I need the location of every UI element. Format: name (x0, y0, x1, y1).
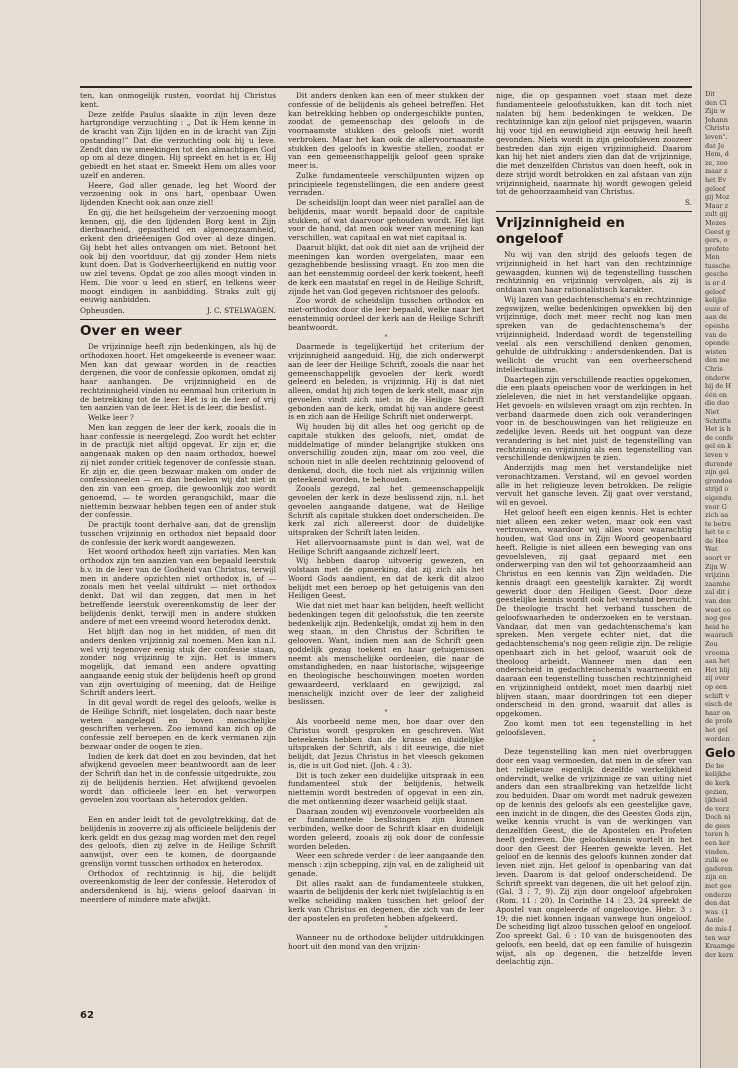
paragraph: Wij hebben daarop uitvoerig gewezen, en volstaan met de opmerking, dat zij zich als het Woord Gods aandient, en dat de kerk dit alzoo belijdt met een beroep op het getuigenis van den Heiligen Geest. (288, 556, 484, 601)
edge-line: van de (705, 330, 727, 339)
paragraph: ten, kan onmogelijk rusten, voordat hij Christus kent. (80, 92, 276, 109)
article-heading-over-en-weer: Over en weer (80, 319, 276, 339)
edge-line: Maar z (705, 201, 729, 210)
edge-line: nog gee (705, 614, 732, 623)
edge-line: vinden. (705, 847, 730, 856)
edge-line: voor G (705, 502, 727, 511)
edge-line: durende (705, 459, 733, 468)
edge-line: het Ev (705, 175, 727, 184)
edge-line: toren h (705, 830, 729, 839)
edge-line: profete (705, 244, 729, 253)
edge-line: haar on (705, 708, 731, 717)
paragraph: Als voorbeeld neme men, hoe daar over den Christus wordt gesproken en geschreven. Wat beteekenis hebben dan de krasse en duidelijke uitspraken der Schrift, als : dit eeuwige, die niet belijdt, dat Jezus Christus in het vleesch gekomen is, die is uit God niet. (Joh. 4 : 3). (288, 717, 484, 770)
paragraph: Wij lazen van gedachtenschema's en rechtzinnige zegswijzen, welke bedenkingen opwekken bij den vrijzinnige, doch met meer recht nog kan men spreken van de gedachtenschema's der vrijzinnigheid. Inderdaad wordt de tegenstelling veelal als een verschillend denken genomen, gehulde de uitdrukking : andersdenkenden. Dat is wellicht de vrucht van een overheerschend intellectualisme. (496, 294, 692, 374)
edge-line: Christu (705, 124, 730, 133)
paragraph: Een en ander leidt tot de gevolgtrekking, dat de belijdenis in zooverre zij als officieele belijdenis der kerk geldt en dus gezag mag worden met den regel des geloofs, dien zij zelve in de Heilige Schrift aanwijst, over een te komen, de doorgaande grenslijn vormt tusschen orthodox en heterodox. (80, 815, 276, 868)
edge-line: weet oo (705, 605, 731, 614)
edge-line: heid he (705, 622, 730, 631)
edge-line: gel en k (705, 442, 732, 451)
paragraph: De vrijzinnige heeft zijn bedenkingen, als hij de orthodoxen hoort. Het omgekeerde is eveneer waar. Men kan dat gewaar worden in de reacties dergenen, die voor de confessie opkomen, omdat zij haar aanhangen. De vrijzinnigheid en de rechtzinnigheid vinden nu eenmaal hun criterium in de betrekking tot de leer. Het is in de leer of vrij ten aanzien van de leer. Het is de leer, die beslist. (80, 342, 276, 413)
edge-line: Het blij (705, 665, 730, 674)
paragraph: Welke leer ? (88, 413, 134, 422)
paragraph: Daaraan zouden wij evenzoovele voorbeelden als er fundamenteele beslissingen zijn kunnen verbinden, welke door de Schrift klaar en duidelijk worden geleerd, zooals zij ook door de confessie worden beleden. (288, 806, 484, 851)
edge-line: den Cl (705, 98, 727, 107)
edge-line: gaderen (705, 864, 733, 873)
edge-line: was. (1 (705, 907, 729, 916)
edge-line: Schrifte (705, 416, 732, 425)
paragraph: Wie dat niet met haar kan belijden, heeft wellicht bedenkingen tegen dit geloofsstuk, die ten zeerste bedenkelijk zijn. Bedenkelijk, omdat zij hem in den weg staan, in den Christus der Schriften te gelooven. Want, indien men aan de Schrift geen goddelijk gezag toekent en haar getuigenissen neemt als menschelijke oordeelen, die naar de omstandigheden, en naar historische, wijsgeerige en theologische beschouwingen moeten worden gewaardeerd, verklaard en gewijzigd, zal menschelijk inzicht over de leer der zaligheid beslissen. (288, 601, 484, 707)
edge-line: te betre (705, 519, 732, 528)
top-rule (80, 86, 692, 88)
edge-line: die doo (705, 399, 730, 408)
edge-line: ze, zoo (705, 158, 728, 167)
paragraph: Zoo komt men tot een tegenstelling in het geloofsleven. (496, 718, 692, 737)
edge-line: vrooma (705, 648, 730, 657)
edge-line: strijd o (705, 485, 729, 494)
paragraph: Het blijft dan nog in het midden, of men dit anders denken vrijzinnig zal noemen. Men kan n.l. wel vrij tegenover eenig stuk der confessie staan, zonder nog vrijzinnig te zijn. Het is immers mogelijk, dat iemand een andere opvatting aangaande eenig stuk der belijdenis heeft op grond van zijn overtuiging of meening, dat de Heilige Schrift anders leert. (80, 627, 276, 698)
paragraph: Wanneer nu de orthodoxe belijder uitdrukkingen hoort uit den mond van den vrijzin- (288, 933, 484, 951)
edge-line: het gel (705, 725, 728, 734)
signature-place: Opheusden. (80, 306, 125, 315)
edge-line: gesche (705, 270, 729, 279)
edge-line: de verz (705, 804, 730, 813)
edge-line: onderzo (705, 890, 732, 899)
edge-line: gers, o (705, 236, 728, 245)
edge-line: bij de H (705, 382, 732, 391)
edge-line: geloof (705, 184, 726, 193)
edge-line: een ker (705, 839, 730, 848)
edge-line: zaamhe (705, 579, 731, 588)
section-separator: * (384, 334, 388, 342)
next-page-text (705, 90, 737, 990)
paragraph: De scheidslijn loopt dan weer niet parallel aan de belijdenis, maar wordt bepaald door de capitale stukken, of wat daarvoor gehouden wordt. Het ligt voor de hand, dat men ook weer van meening kan verschillen, wat capitaal en wat niet capitaal is. (288, 198, 484, 242)
edge-line: Kraamge (705, 942, 735, 951)
edge-line: Aanle (705, 916, 724, 925)
page-number: 62 (80, 1010, 94, 1021)
edge-line: maar z (705, 167, 728, 176)
paragraph: Het geloof heeft een eigen kennis. Het is echter niet alleen een zeker weten, maar ook een vast vertrouwen, waardoor wij alles voor waarachtig houden, wat God ons in Zijn Woord geopenbaard heeft. Religie is niet alleen een beweging van ons gevoelsleven, zij gaat gepaard met een onderwerping van den wil tot gehoorzaamheid aan Christus en een kennis van Zijn weldaden. Die kennis draagt een geestelijk karakter. Zij wordt gewerkt door den Heiligen Geest. Door deze geestelijke kennis wordt ook het verstand bevrucht. De theologie tracht het verband tusschen de geloofswaarheden te onderzoeken en te verstaan. Vandaar, dat men van gedachtenschema's kan spreken. Men vergete echter niet, dat die gedachtenschema's nog geen religie zijn. De religie openbaart zich in het geloof, waaruit ook de theoloog arbeidt. Wanneer men dan een onderscheid in gedachtenschema's waarneemt en daaraan een tegenstelling tusschen rechtzinnigheid en vrijzinnigheid ontdekt, moet men daarbij niet blijven staan, maar doordringen tot een dieper onderscheid in den grond, waaruit dat alles is opgekomen. (496, 507, 692, 718)
edge-line: Zou (705, 640, 718, 648)
edge-line: de profe (705, 717, 733, 726)
paragraph: Dit is toch zeker een duidelijke uitspraak in een fundamenteel stuk der belijdenis, hetwelk niettemin wordt bestreden of opgevat in een zin, die met ontkenning dezer waarheid gelijk staat. (288, 770, 484, 806)
paragraph: Zulke fundamenteele verschilpunten wijzen op principieele tegenstellingen, die een andere geest verraden. (288, 170, 484, 198)
paragraph: Dit alles raakt aan de fundamenteele stukken, waarin de belijdenis der kerk niet twijfelachtig is en welke scheiding maken tusschen het geloof der kerk van Christus en degenen, die zich van de leer der apostelen en profeten hebben afgekeerd. (288, 878, 484, 923)
column-2 (288, 92, 484, 1022)
paragraph: Wij houden bij dit alles het oog gericht op de capitale stukken des geloofs, niet, omdat de middelmatige of minder belangrijke stukken ons onverschillig zouden zijn, maar om zoo veel, die schoon niet in alle deelen rechtzinnig geloovend of denkend, doch, die toch niet als vrijzinnig willen geteekend worden, te behouden. (288, 422, 484, 484)
edge-line: zij over (705, 674, 730, 683)
edge-line: zulk ee (705, 856, 729, 865)
edge-line: Johann (705, 115, 728, 124)
section-separator: * (384, 709, 388, 716)
edge-line: de confe (705, 433, 734, 442)
edge-heading: Gelo (705, 746, 736, 761)
edge-line: Hem, d (705, 150, 729, 159)
edge-line: waarach (705, 631, 734, 640)
edge-line: schift v (705, 691, 729, 700)
edge-line: Men (705, 253, 720, 262)
edge-line: De be (705, 761, 725, 770)
paragraph: Indien de kerk dat doet en zou bevinden, dat het afwijkend gevoelen meer beantwoordt aan de leer der Schrift dan het in de confessie uitgedrukte, zou zij de belijdenis herzien. Het afwijkend gevoelen wordt dan officieele leer en het verworpen gevoelen zou voortaan als heterodox gelden. (80, 751, 276, 805)
section-separator: * (592, 739, 596, 747)
paragraph: Zoo wordt de scheidslijn tusschen orthodox en niet-orthodox door die leer bepaald, welke naar het eenstemmig oordeel der kerk aan de Heilige Schrift beantwoordt. (288, 296, 484, 332)
edge-line: grondoe (705, 476, 733, 485)
edge-line: Chris (705, 365, 723, 373)
edge-line: worden (705, 734, 730, 743)
section-separator: * (384, 925, 388, 933)
edge-line: Doch ni (705, 813, 731, 822)
paragraph: Anderzijds mag men het verstandelijke niet veronachtzamen. Verstand, wil en gevoel worden alle in het religieuze leven betrokken. De religie vervult het gansche leven. Zij gaat over verstand, wil en gevoel. (496, 463, 692, 507)
paragraph: Deze tegenstelling kan men niet overbruggen door een vaag vermoeden, dat men in de sfeer van het religieuze eigenlijk dezelfde werkelijkheid ondervindt, welke de vrijzinnige ze van uiting niet anders dan een straalbreking van hetzelfde licht zou beduiden. Daar om wordt met nadruk gewezen op de kennis des geloofs als een geestelijke gave, een inzicht in de dingen, die des Geestes Gods zijn, welke kennis vrucht is van de werkingen van denzelfden Geest, die de Apostelen en Profeten heeft gedreven. Die geloofskennis wortelt in het door den Geest der Heeren gewekte leven. Het geloof en de kennis des geloofs kunnen zonder dat leven niet zijn. Het geloof is openbaring van dat leven. Daarom is dat geloof onderscheidend. De Schrift spreekt van degenen, die uit het geloof zijn. (Gal. 3 : 7, 9). Zij zijn door ongeloof afgebroken (Rom. 11 : 20). In Corinthe 14 : 23, 24 spreekt de Apostel van ongeleerde of ongeloovige. Hebr. 3 : 19: die niet konnen ingaan vanwege hun ongeloof. De scheiding ligt alzoo tusschen geloof en ongeloof. Zoo spreekt Gal. 6 : 10 van de huisgenooten des geloofs, een beeld, dat op een familie of huisgezin wijst, als op degenen, die hetzelfde leven deelachtig zijn. (496, 747, 692, 967)
paragraph: Het allervoornaamste punt is dan wel, wat de Heilige Schrift aangaande zichzelf leert. (288, 537, 484, 556)
edge-line: openba (705, 322, 730, 331)
edge-line: Het is h (705, 425, 731, 434)
paragraph: Daaruit blijkt, dat ook dit niet aan de vrijheid der meeningen kan worden overgelaten, maar een gezaghebbende beslissing vraagt. En zoo men die aan het eenstemmig oordeel der kerk toekent, heeft de kerk een maatstaf en regel in de Heilige Schrift, zijnde het van God gegeven richtsnoer des geloofs. (288, 242, 484, 296)
paragraph: Orthodox of rechtzinnig is hij, die belijdt overeenkomstig de leer der confessie. Heterodox of andersdenkend is hij, wiens geloof daarvan in meerdere of mindere mate afwijkt. (80, 868, 276, 904)
edge-line: Niet (705, 407, 720, 416)
edge-line: eisch de (705, 700, 733, 709)
edge-line: den me (705, 356, 730, 365)
edge-line: ten war (705, 933, 731, 942)
edge-line: Geest g (705, 227, 731, 236)
edge-line: euze of (705, 304, 729, 313)
edge-line: het te c (705, 528, 730, 537)
edge-line: kelijkhe (705, 770, 731, 779)
signature (80, 306, 276, 315)
paragraph: Nu wij van den strijd des geloofs tegen de vrijzinnigheid in het hart van den rechtzinnige gewaagden, kunnen wij de tegenstelling tusschen rechtzinnig en vrijzinnig vervolgen, als zij is ontdaan van haar rationalistisch karakter. (496, 250, 692, 294)
edge-line: dat Je (705, 141, 725, 150)
paragraph: Heere, God aller genade, leg het Woord der verzoening ook in ons hart, openbaar Uwen lijdenden Knecht ook aan onze ziel! (80, 180, 276, 207)
edge-line: Dit (705, 90, 715, 98)
edge-line: ijkheid (705, 796, 728, 805)
edge-line: is er d (705, 279, 726, 288)
paragraph: De practijk toont derhalve aan, dat de grenslijn tusschen vrijzinnig en orthodox niet bepaald door de confessie der kerk wordt aangewezen. (80, 520, 276, 547)
edge-text-block (705, 90, 737, 743)
edge-line: opende (705, 339, 730, 348)
edge-line: leven". (705, 132, 728, 141)
edge-line: zal dit i (705, 588, 730, 597)
column-1 (80, 92, 276, 1022)
paragraph: Daartegen zijn verschillende reacties opgekomen, die een plaats opeischen voor de werkingen in het zieleleven, die niet in het verstandelijke opgaan. Het gevoels- en wilsleven vraagt om zijn rechten. In verband daarmede doen zich ook veranderingen voor in de beschouwingen van het religieuze en zedelijke leven. Reeds uit het oogpunt van deze verandering is het niet juist de tegenstelling van rechtzinnig en vrijzinnig als een tegenstelling van verschillende denkwijzen te zien. (496, 374, 692, 463)
next-page-edge (700, 0, 738, 1068)
edge-text-block (705, 762, 737, 960)
paragraph: Men kan zeggen de leer der kerk, zooals die in haar confessie is neergelegd. Zoo wordt het echter in de practijk niet altijd opgevat. Er zijn er, die aangenaak maken op den naam orthodox, hoewel zij niet zonder critiek tegenover de confessie staan. Er zijn er, die geen bezwaar maken om onder de confessioneelen — en dan bedoelen wij dat niet in den zin van een groep, die gewoonlijk zoo wordt genoemd, — te worden gerangschikt, maar die niettemin bezwaar hebben tegen een of ander stuk der confessie. (80, 422, 276, 520)
edge-line: één en (705, 390, 727, 399)
edge-line: de Hee (705, 536, 729, 545)
edge-line: de mis-I (705, 925, 732, 933)
edge-line: de kerk (705, 778, 730, 787)
article-columns (80, 92, 692, 1022)
edge-line: met gee (705, 882, 732, 891)
edge-line: van den (705, 597, 731, 606)
edge-line: zich aa (705, 511, 729, 520)
edge-line: soort vr (705, 554, 731, 563)
edge-line: onderw (705, 373, 730, 382)
edge-line: zijn gel (705, 468, 729, 477)
paragraph: Deze zelfde Paulus slaakte in zijn leven deze hartgrondige verzuchting : „ Dat ik Hem kenne in de kracht van Zijn lijden en in de kracht van Zijn opstanding!” Dat die verzuchting ook bij u leve. Zendt dan uw smeekingen tot den almachtigen God op om al deze dingen. Hij spreekt en het is er, Hij gebiedt en het staat er. Smeekt Hem om alles voor uzelf en anderen. (80, 109, 276, 180)
paragraph: Het woord orthodox heeft zijn variaties. Men kan orthodox zijn ten aanzien van een bepaald leerstuk b.v. in de leer van de Godheid van Christus, terwijl men in andere opzichten niet orthodox is, of — zooals men het veelal uitdrukt — niet orthodox denkt. Dat wil dan zeggen, dat men in het betreffende leerstuk overeenkomstig de leer der belijdenis denkt, terwijl men in andere stukken andere of met een vreemd woord heterodox denkt. (80, 547, 276, 627)
edge-line: eigendu (705, 493, 732, 502)
edge-line: Zijn W (705, 562, 727, 571)
edge-line: der kern (705, 950, 734, 959)
article-heading-vrijzinnigheid-en-ongeloof: Vrijzinnigheid en ongeloof (496, 211, 692, 247)
signature-name: J. C. STELWAGEN. (206, 306, 276, 315)
edge-line: den dat (705, 899, 730, 908)
edge-line: aan de (705, 313, 728, 322)
section-separator: * (176, 807, 180, 814)
edge-line: gij Moz (705, 193, 730, 202)
edge-line: tussche (705, 261, 731, 270)
edge-line: leven v (705, 450, 729, 459)
paragraph: Dit anders denken kan een of meer stukken der confessie of de belijdenis als geheel betreffen. Het kan betrekking hebben op ondergeschikte punten, zoodat de gemeenschap des geloofs in de voornaamste stukken des geloofs niet wordt verbroken. Maar het kan ook de allervoornaamste stukken des geloofs in kwestie stellen, zoodat er van een gemeenschappelijk geloof geen sprake meer is. (288, 92, 484, 170)
paragraph: nige, die op gespannen voet staan met deze fundamenteele geloofsstukken, kan dit toch niet nalaten bij hem bedenkingen te wekken. De rechtzinnige kan zijn geloof niet prijsgeven, waarin hij voor tijd en eeuwigheid zijn eeuwig heil heeft gevonden. Niets wordt in zijn geloofsleven zoozeer bestreden dan zijn eigen vrijzinnigheid. Daarom kan hij het niet anders zien dan dat de vrijzinnige, die met denzelfden Christus van doen heeft, ook in deze strijd wordt betrokken en zal afstaan van zijn vrijzinnigheid, naarmate hij wordt gewogen geleid tot de gehoorzaamheid van Christus. (496, 92, 692, 197)
edge-line: gezien, (705, 787, 729, 796)
edge-line: Wat (705, 545, 718, 554)
edge-line: zijn en (705, 873, 727, 882)
edge-line: aan het (705, 657, 730, 666)
edge-line: wisten (705, 347, 727, 356)
edge-line: op een (705, 682, 728, 691)
paragraph: In dit geval wordt de regel des geloofs, welke is de Heilige Schrift, niet losgelaten, doch naar beste weten aangelegd en boven menschelijke geschriften verheven. Zoo iemand kan zich op de confessie zelf beroepen en de kerk vermanen zijn bezwaar onder de oogen te zien. (80, 698, 276, 751)
column-3 (496, 92, 692, 1022)
edge-line: Mozes (705, 218, 727, 227)
paragraph: Daarmede is tegelijkertijd het criterium der vrijzinnigheid aangeduid. Hij, die zich onderwerpt aan de leer der Heilige Schrift, zooals die naar het gemeenschappelijk gevoelen der kerk wordt geleerd en beleden, is vrijzinnig. Hij is dat niet alleen, omdat hij zich tegen de kerk stelt, maar zijn gevoelen vindt zich niet in de Heilige Schrift gebonden aan de kerk, omdat hij van andere geest is en zich aan de Heilige Schrift niet onderwerpt. (288, 342, 484, 422)
paragraph: Zooals gezegd, zal het gemeenschappelijk gevoelen der kerk in deze beslissend zijn, n.l. het gevoelen aangaande datgene, wat de Heilige Schrift als capitale stukken doet onderscheiden. De kerk zal zich allereerst door de duidelijke uitspraken der Schrift laten leiden. (288, 484, 484, 537)
paragraph: En gij, die het heilsgeheim der verzoening moogt kennen, gij, die den lijdenden Borg kent in Zijn dierbaarheid, gepastheid en algenoegzaamheid, erkent den drieëenigen God over al deze dingen. Gij hebt het alles ontvangen om niet. Betoont het ook bij den voortduur, dat gij zonder Hem niets kunt doen. Dat is Godverheerlijkend en nuttig voor uw ziel tevens. Opdat ge zoo alles moogt vinden in Hem. Die voor u leed en stierf, en telkens weer moogt eindigen in aanbidding. Straks zult gij eeuwig aanbidden. (80, 207, 276, 305)
edge-line: Zijn w (705, 107, 726, 116)
edge-line: de gees (705, 821, 731, 830)
edge-line: zult gij (705, 210, 728, 219)
paragraph: Weer een schrede verder : de leer aangaande den mensch : zijn schepping, zijn val, en de zaligheid uit genade. (288, 851, 484, 878)
edge-line: kelijke (705, 296, 727, 305)
edge-line: geloof (705, 287, 726, 296)
signature: S. (684, 198, 692, 207)
edge-line: vrijzinn (705, 571, 730, 580)
